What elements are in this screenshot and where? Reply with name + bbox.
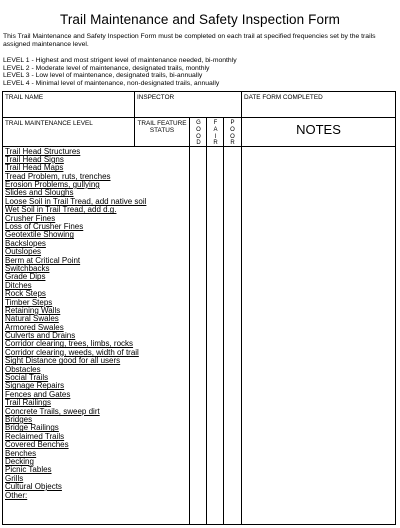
- inspection-item-label: Bridge Railings: [5, 423, 59, 433]
- inspection-item-label: Wet Soil in Trail Tread, add d.g.: [5, 205, 117, 215]
- table-row: [3, 416, 395, 424]
- inspection-item-label: Loss of Crusher Fines: [5, 222, 84, 232]
- table-row: [3, 231, 395, 239]
- form-title: Trail Maintenance and Safety Inspection Form: [59, 12, 341, 27]
- inspection-item-label: Armored Swales: [5, 322, 64, 332]
- inspection-item-label: Berm at Critical Point: [5, 255, 81, 265]
- inspection-table: [2, 91, 396, 525]
- poor-column-header: [224, 120, 241, 147]
- inspector-label: INSPECTOR: [137, 94, 175, 101]
- inspection-item-label: Corridor clearing, weeds, width of trail: [5, 347, 139, 357]
- table-row: [3, 264, 395, 272]
- inspection-item-label: Crusher Fines: [5, 213, 56, 223]
- table-row: [3, 491, 395, 499]
- level-1: LEVEL 1 - Highest and most strigent level of maintenance needed, bi-monthly: [3, 57, 237, 64]
- inspection-item-label: Obstacles: [5, 364, 41, 374]
- form-instructions: This Trail Maintenance and Safety Inspection Form must be completed on each trail at specified frequencies set by the trails assigned maintenance level.: [3, 33, 376, 48]
- table-row: [3, 256, 395, 264]
- inspection-item-label: Picnic Tables: [5, 465, 52, 475]
- inspection-item-label: Switchbacks: [5, 263, 50, 273]
- table-row: [3, 365, 395, 373]
- inspection-items: [3, 147, 395, 499]
- level-4: LEVEL 4 - Minimal level of maintenance, non-designated trails, annually: [3, 79, 220, 87]
- table-row: [3, 457, 395, 465]
- col-line-inspector: [134, 92, 135, 146]
- table-row: [3, 390, 395, 398]
- inspection-item-label: Trail Head Maps: [5, 163, 64, 173]
- inspection-item-label: Decking: [5, 456, 34, 466]
- inspection-item-label: Geotextile Showing: [5, 230, 74, 240]
- table-row: [3, 273, 395, 281]
- inspection-item-label: Corridor clearing, trees, limbs, rocks: [5, 339, 134, 349]
- inspection-item-label: Tread Problem, ruts, trenches: [5, 171, 111, 181]
- date-completed-label: DATE FORM COMPLETED: [244, 94, 323, 101]
- table-row: [3, 290, 395, 298]
- inspection-item-label: Backslopes: [5, 238, 46, 248]
- good-label: G O O D: [196, 120, 201, 147]
- inspection-item-label: Timber Steps: [5, 297, 53, 307]
- inspection-item-label: Benches: [5, 448, 37, 458]
- table-row: [3, 239, 395, 247]
- inspection-item-label: Grade Dips: [5, 272, 46, 282]
- inspection-item-label: Fences and Gates: [5, 389, 71, 399]
- trail-name-label: TRAIL NAME: [5, 94, 44, 101]
- inspection-item-label: Trail Railings: [5, 398, 51, 408]
- inspection-item-label: Concrete Trails, sweep dirt: [5, 406, 100, 416]
- inspection-item-label: Culverts and Drains: [5, 331, 76, 341]
- inspection-item-label: Rock Steps: [5, 289, 46, 299]
- inspection-item-label: Reclaimed Trails: [5, 431, 65, 441]
- table-row: [3, 298, 395, 306]
- inspection-item-label: Grills: [5, 473, 24, 483]
- inspection-item-label: Erosion Problems, gullying: [5, 180, 100, 190]
- table-row: [3, 206, 395, 214]
- inspection-item-label: Cultural Objects: [5, 482, 62, 492]
- table-row: [3, 466, 395, 474]
- table-row: [3, 357, 395, 365]
- inspection-item-label: Outslopes: [5, 247, 42, 257]
- inspection-item-label: Ditches: [5, 280, 32, 290]
- inspection-item-label: Slides and Sloughs: [5, 188, 74, 198]
- table-row: [3, 441, 395, 449]
- level-3: LEVEL 3 - Low level of maintenance, designated trails, bi-annually: [3, 72, 203, 80]
- inspection-item-label: Bridges: [5, 415, 33, 424]
- inspection-item-label: Loose Soil in Trail Tread, add native soil: [5, 196, 147, 206]
- fair-label: F A I R: [213, 120, 218, 147]
- header-divider: [3, 117, 395, 118]
- inspection-item-label: Trail Head Signs: [5, 154, 64, 164]
- inspection-item-label: Natural Swales: [5, 314, 59, 324]
- table-row: [3, 281, 395, 289]
- inspection-item-label: Trail Head Structures: [5, 146, 81, 156]
- trail-feature-status-label: TRAIL FEATURE STATUS: [137, 120, 187, 134]
- table-row: [3, 407, 395, 415]
- level-2: LEVEL 2 - Moderate level of maintenance, designated trails, monthly: [3, 64, 210, 72]
- maintenance-level-label: TRAIL MAINTENANCE LEVEL: [5, 120, 93, 127]
- table-row: [3, 483, 395, 491]
- inspection-item-label: Social Trails: [5, 373, 49, 383]
- maintenance-levels: [3, 57, 397, 87]
- table-row: [3, 449, 395, 457]
- good-column-header: [190, 120, 207, 147]
- col-line-date: [241, 92, 242, 117]
- poor-label: P O O R: [230, 120, 235, 147]
- table-row: [3, 306, 395, 314]
- inspection-item-label: Retaining Walls: [5, 305, 61, 315]
- inspection-item-label: Sight Distance good for all users: [5, 356, 121, 366]
- inspection-item-label: Signage Repairs: [5, 381, 65, 391]
- inspection-item-label: Covered Benches: [5, 440, 69, 450]
- fair-column-header: [207, 120, 224, 147]
- inspection-item-label: Other:: [5, 490, 28, 500]
- notes-header: NOTES: [296, 122, 341, 137]
